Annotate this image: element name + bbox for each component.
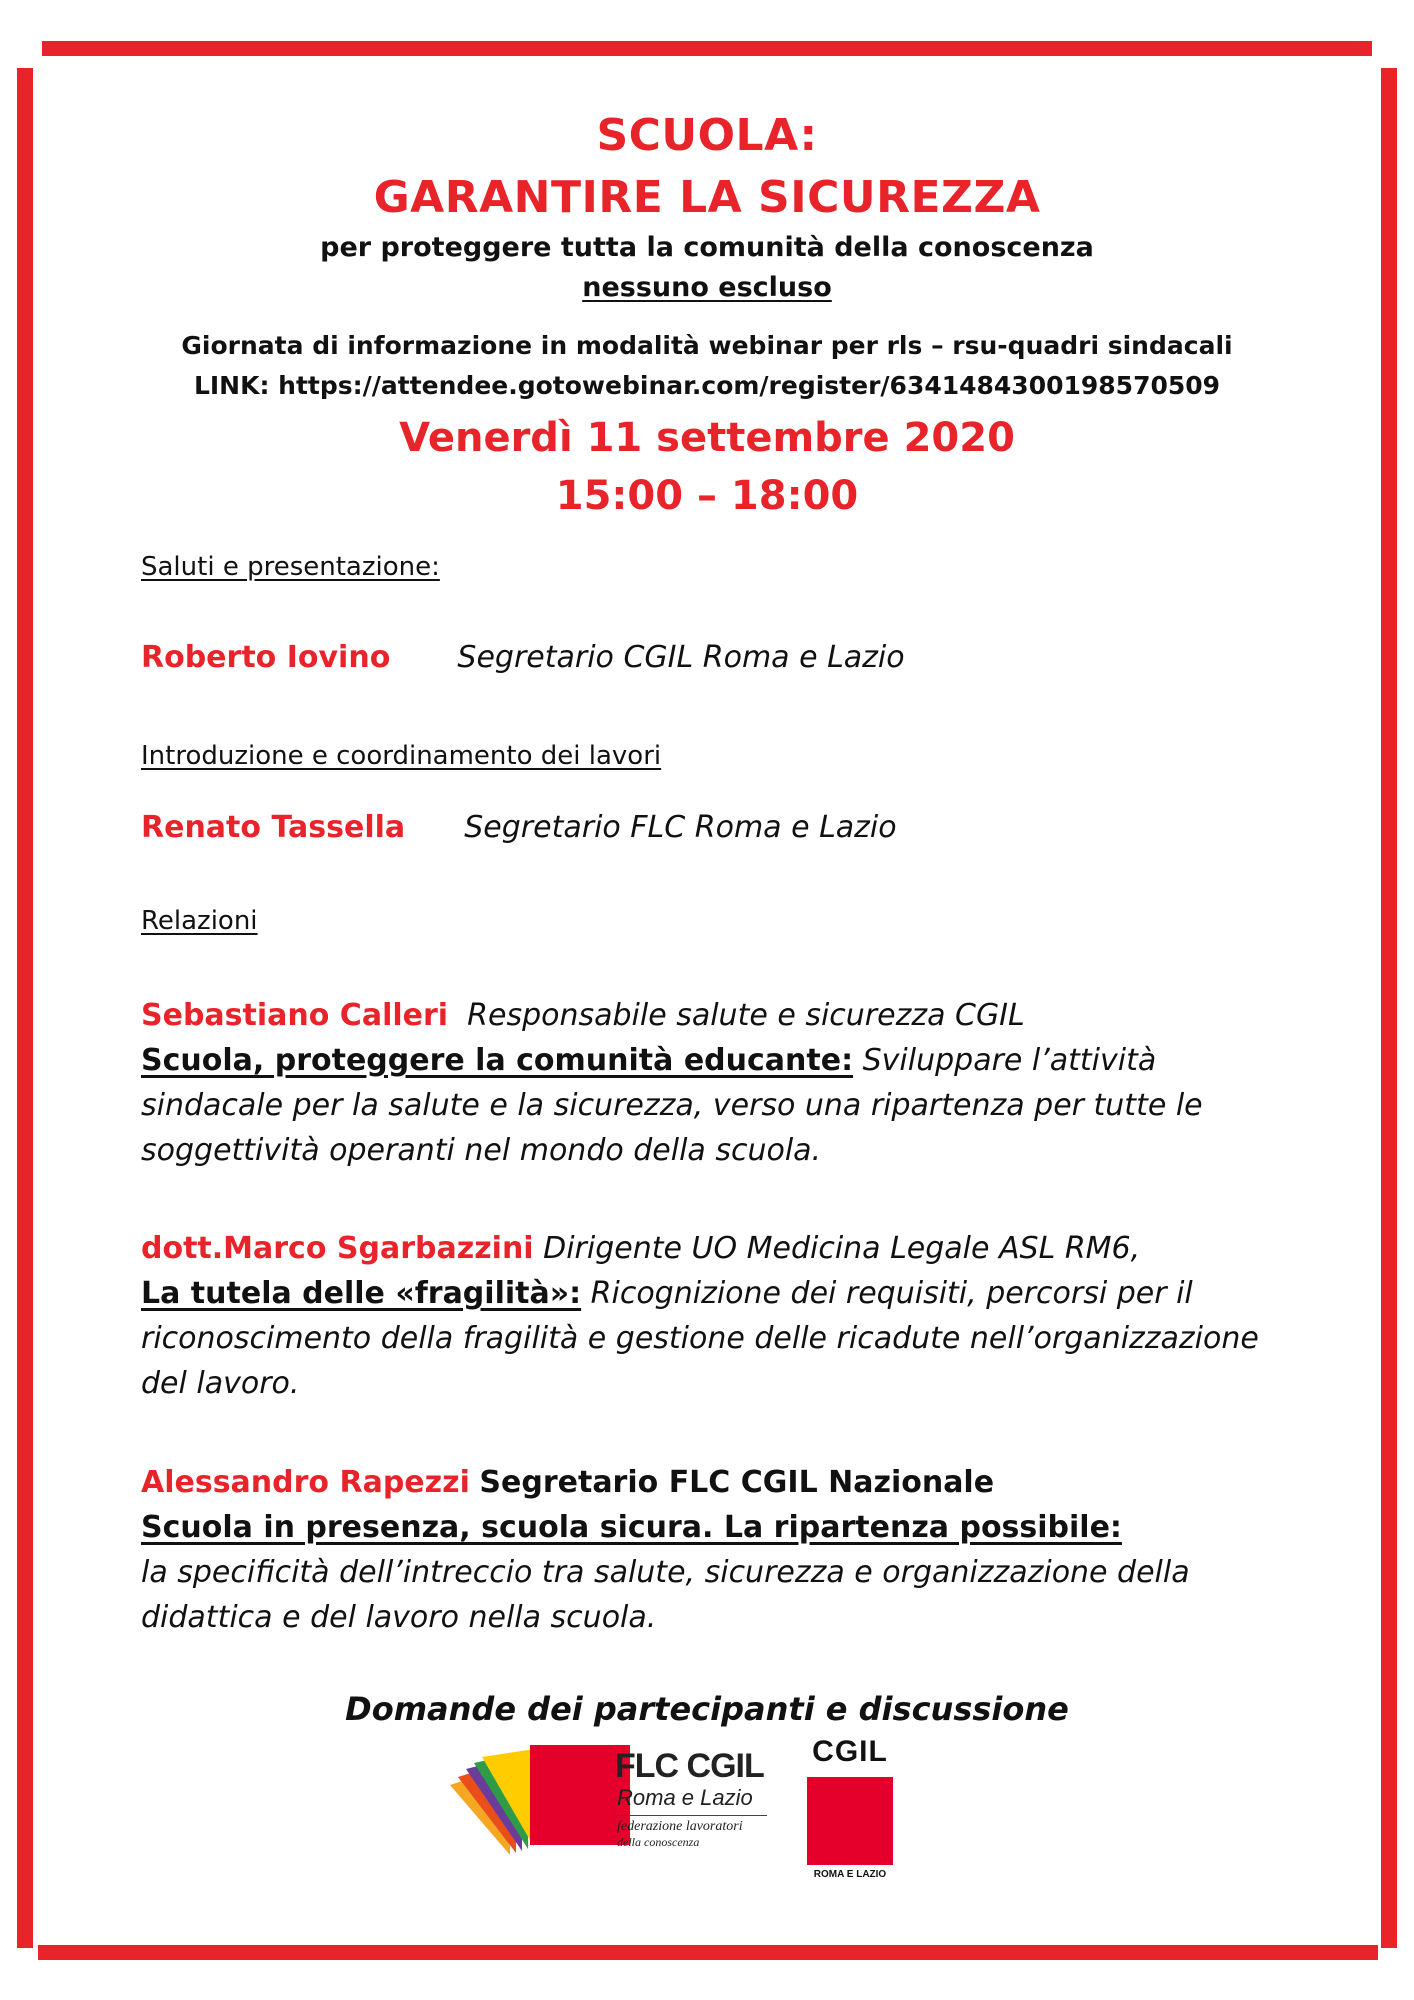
speaker-name: Alessandro Rapezzi bbox=[141, 1465, 470, 1500]
report-3 bbox=[141, 1460, 1281, 1640]
speaker-role: Segretario FLC CGIL Nazionale bbox=[479, 1465, 995, 1500]
talk-description: Ricognizione dei requisiti, percorsi per il riconoscimento della fragilità e gestione delle ricadute nell’organizzazione del lavoro. bbox=[141, 1276, 1259, 1401]
speaker-role: Responsabile salute e sicurezza CGIL bbox=[467, 998, 1025, 1033]
speaker-name: Renato Tassella bbox=[141, 810, 406, 845]
flc-logo-name: FLC CGIL bbox=[615, 1747, 764, 1785]
talk-title: Scuola in presenza, scuola sicura. La ripartenza possibile: bbox=[141, 1510, 1122, 1545]
speaker-name: dott.Marco Sgarbazzini bbox=[141, 1231, 534, 1266]
flc-cgil-logo bbox=[450, 1745, 770, 1865]
cgil-logo-name: CGIL bbox=[812, 1735, 888, 1768]
title-line-2: GARANTIRE LA SICUREZZA bbox=[373, 172, 1041, 223]
report-1 bbox=[141, 993, 1281, 1173]
cgil-logo bbox=[800, 1735, 900, 1885]
speaker-row bbox=[141, 810, 897, 845]
speaker-name: Sebastiano Calleri bbox=[141, 998, 449, 1033]
event-date: Venerdì 11 settembre 2020 bbox=[399, 415, 1015, 461]
border-bottom bbox=[38, 1945, 1378, 1960]
cgil-red-square bbox=[807, 1777, 893, 1865]
flc-logo-tagline: federazione lavoratori bbox=[617, 1819, 743, 1834]
event-time: 15:00 – 18:00 bbox=[555, 473, 859, 519]
talk-title: Scuola, proteggere la comunità educante: bbox=[141, 1043, 854, 1078]
section-intro: Introduzione e coordinamento dei lavori bbox=[141, 741, 662, 771]
talk-title: La tutela delle «fragilità»: bbox=[141, 1276, 582, 1311]
speaker-role: Dirigente UO Medicina Legale ASL RM6, bbox=[543, 1231, 1141, 1266]
flc-logo-tagline-2: della conoscenza bbox=[617, 1835, 700, 1849]
closing-line: Domande dei partecipanti e discussione bbox=[345, 1690, 1069, 1728]
webinar-link[interactable]: LINK: https://attendee.gotowebinar.com/register/6341484300198570509 bbox=[193, 371, 1221, 400]
section-reports: Relazioni bbox=[141, 906, 258, 936]
talk-description: la specificità dell’intreccio tra salute, sicurezza e organizzazione della didattica e del lavoro nella scuola. bbox=[141, 1555, 1190, 1635]
subtitle-underlined: nessuno escluso bbox=[582, 272, 832, 303]
speaker-name: Roberto Iovino bbox=[141, 640, 391, 675]
talk-description: Sviluppare l’attività sindacale per la salute e la sicurezza, verso una ripartenza per tutte le soggettività operanti nel mondo della scuola. bbox=[141, 1043, 1203, 1168]
speaker-role: Segretario FLC Roma e Lazio bbox=[464, 810, 897, 845]
speaker-role: Segretario CGIL Roma e Lazio bbox=[457, 640, 905, 675]
border-top bbox=[42, 41, 1372, 56]
cgil-logo-region: ROMA E LAZIO bbox=[813, 1869, 887, 1880]
section-greetings: Saluti e presentazione: bbox=[141, 552, 440, 582]
title-line-1: SCUOLA: bbox=[596, 110, 818, 161]
subtitle: per proteggere tutta la comunità della conoscenza bbox=[320, 232, 1094, 263]
info-line: Giornata di informazione in modalità webinar per rls – rsu-quadri sindacali bbox=[181, 331, 1233, 360]
speaker-row bbox=[141, 640, 905, 675]
report-2 bbox=[141, 1226, 1281, 1406]
flc-logo-region: Roma e Lazio bbox=[617, 1785, 753, 1810]
